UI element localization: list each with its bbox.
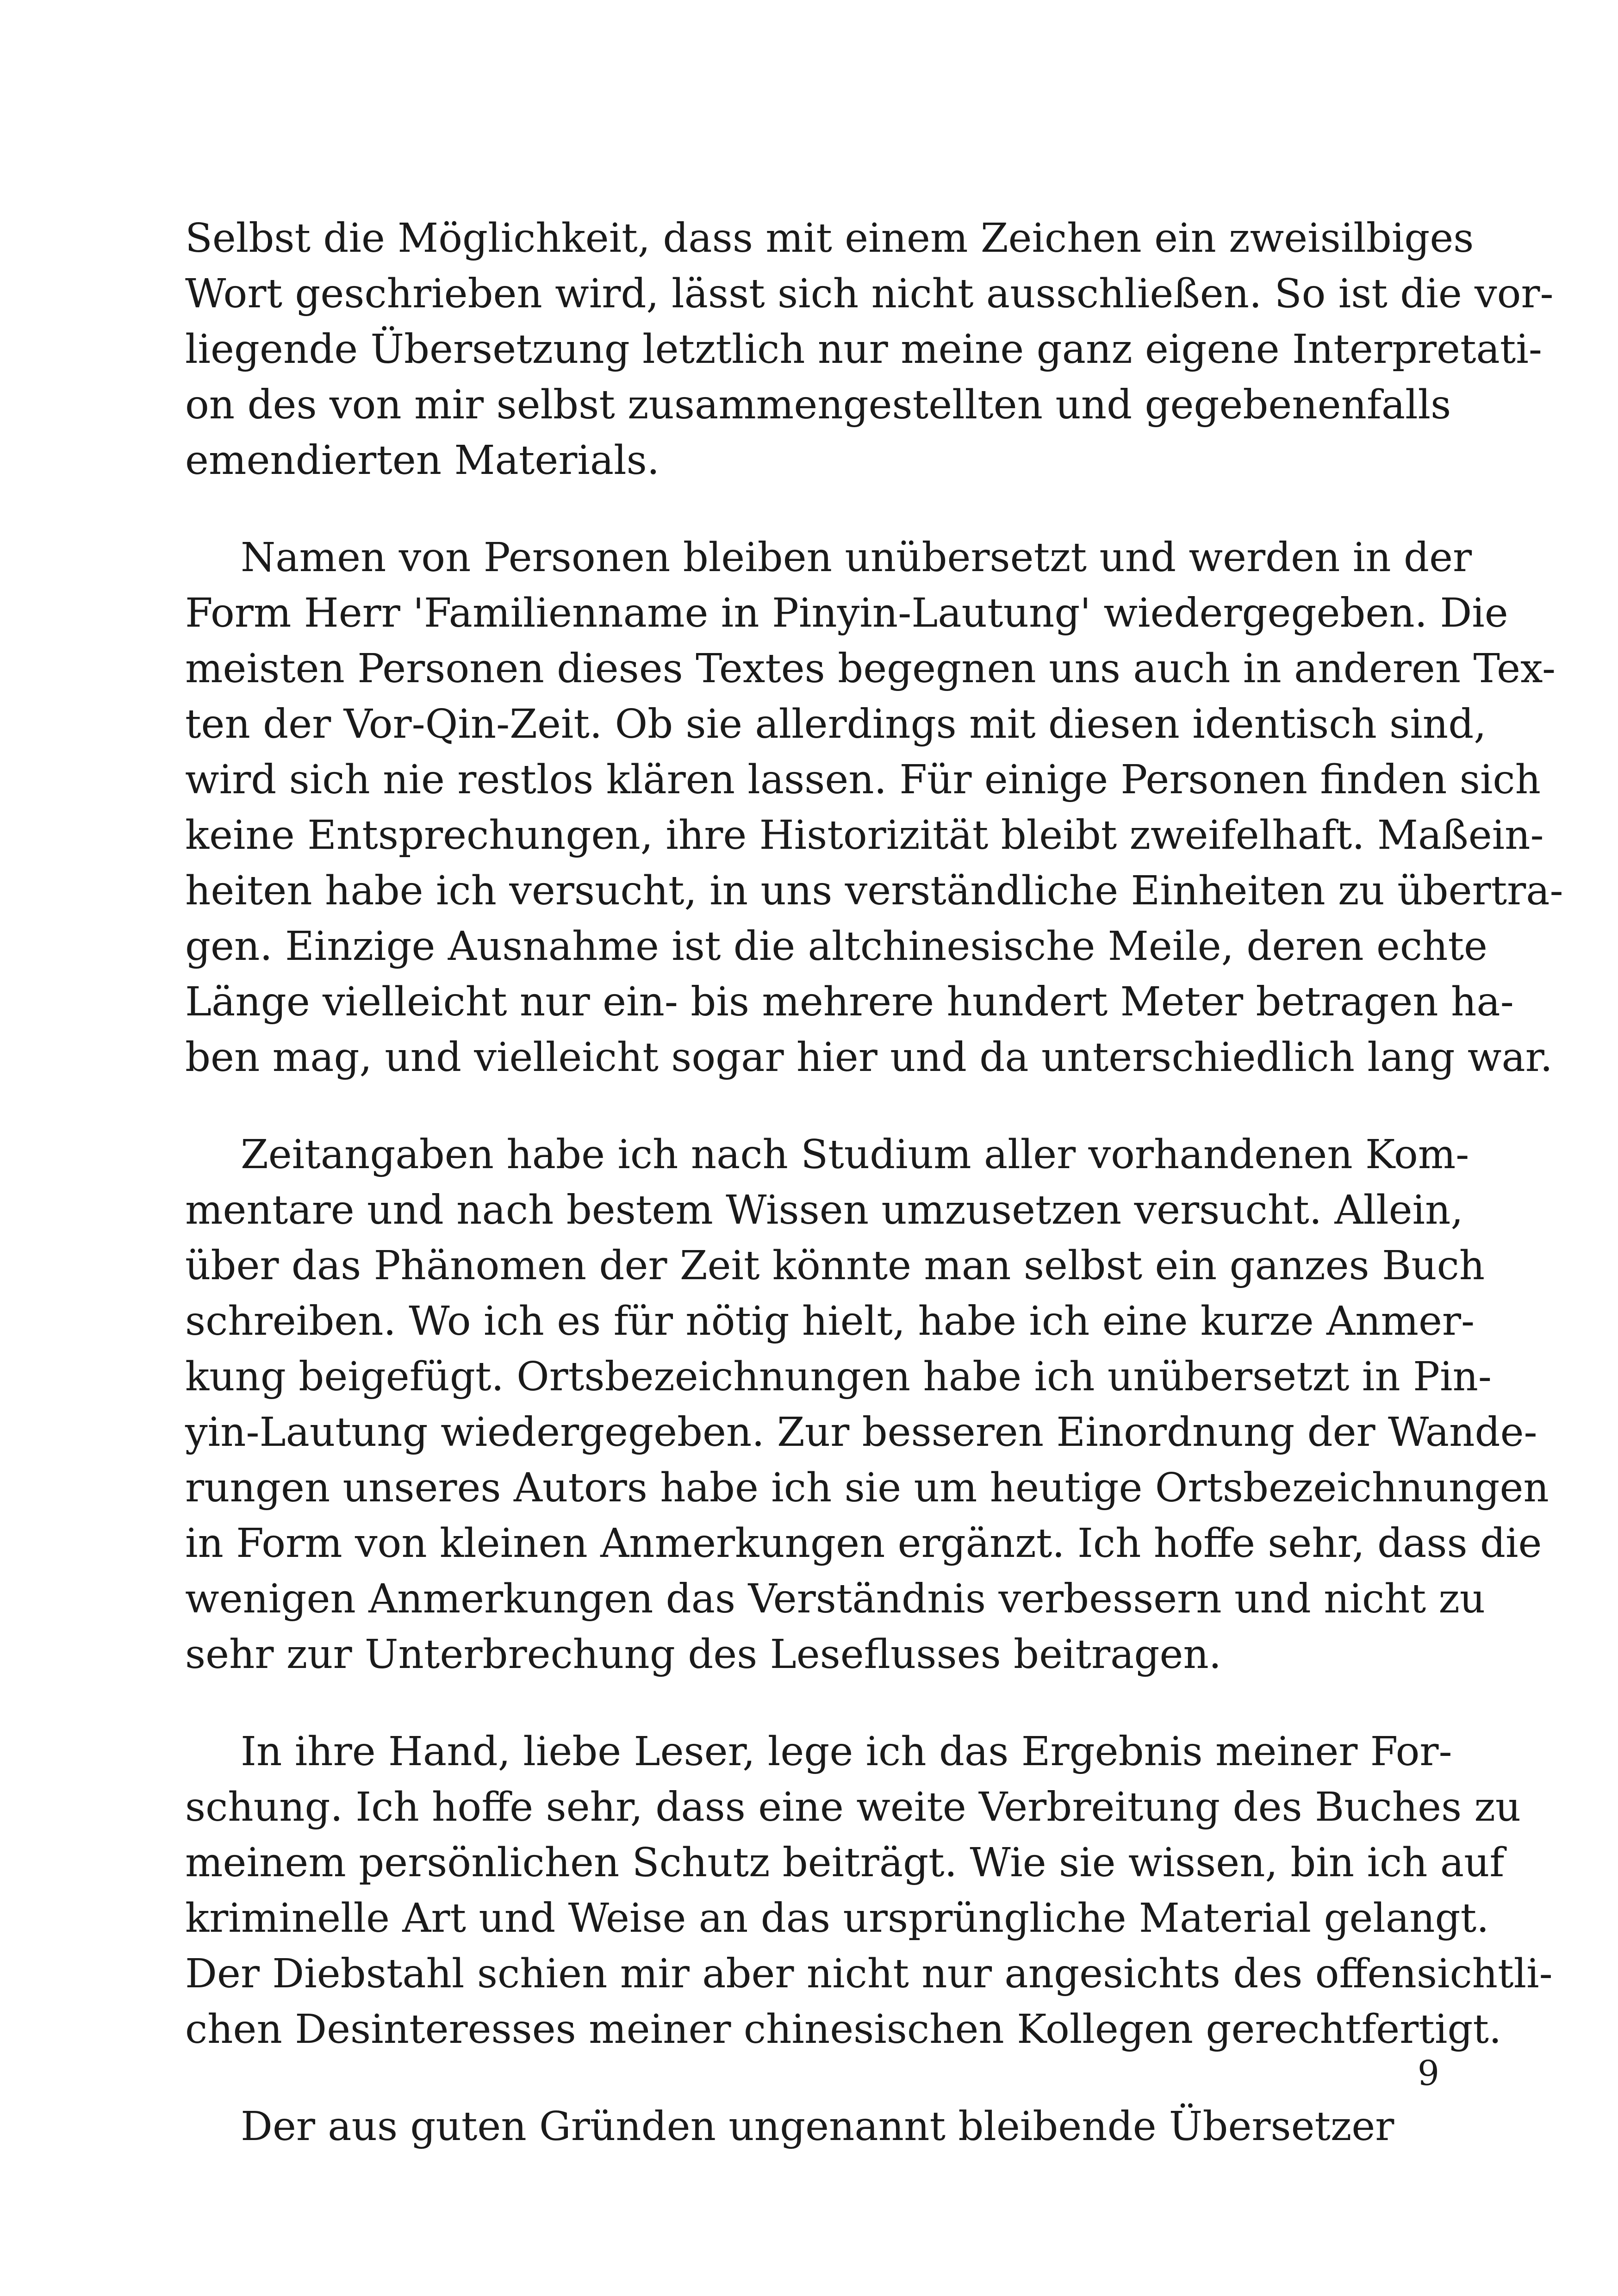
text-line: rungen unseres Autors habe ich sie um heutige Ortsbezeichnungen <box>185 1465 1549 1511</box>
text-line: in Form von kleinen Anmerkungen ergänzt. Ich hoffe sehr, dass die <box>185 1520 1542 1567</box>
text-line: heiten habe ich versucht, in uns verständliche Einheiten zu übertra- <box>185 868 1563 914</box>
text-line: Namen von Personen bleiben unübersetzt und werden in der <box>241 535 1472 581</box>
text-line: ben mag, und vielleicht sogar hier und da unterschiedlich lang war. <box>185 1034 1553 1081</box>
text-line: liegende Übersetzung letztlich nur meine ganz eigene Interpretati- <box>185 326 1542 373</box>
text-line: schung. Ich hoffe sehr, dass eine weite Verbreitung des Buches zu <box>185 1784 1521 1830</box>
text-line: chen Desinteresses meiner chinesischen Kollegen gerechtfertigt. <box>185 2006 1502 2053</box>
text-line: wenigen Anmerkungen das Verständnis verbessern und nicht zu <box>185 1576 1486 1622</box>
paragraph-4 <box>185 1724 1553 2057</box>
text-line: Der Diebstahl schien mir aber nicht nur angesichts des offensichtli- <box>185 1951 1553 1997</box>
text-line: Selbst die Möglichkeit, dass mit einem Zeichen ein zweisilbiges <box>185 215 1474 261</box>
paragraph-2 <box>185 530 1563 1085</box>
text-line: keine Entsprechungen, ihre Historizität bleibt zweifelhaft. Maßein- <box>185 812 1544 859</box>
paragraph-signature <box>185 2099 1435 2154</box>
text-line: kung beigefügt. Ortsbezeichnungen habe ich unübersetzt in Pin- <box>185 1354 1492 1400</box>
page-number: 9 <box>1417 2053 1439 2093</box>
paragraph-3 <box>185 1127 1549 1682</box>
text-line: meisten Personen dieses Textes begegnen uns auch in anderen Tex- <box>185 646 1556 692</box>
text-line: yin-Lautung wiedergegeben. Zur besseren Einordnung der Wande- <box>185 1409 1537 1456</box>
text-line: emendierten Materials. <box>185 437 660 484</box>
text-line: mentare und nach bestem Wissen umzusetzen versucht. Allein, <box>185 1187 1463 1233</box>
text-line: schreiben. Wo ich es für nötig hielt, habe ich eine kurze Anmer- <box>185 1298 1475 1344</box>
text-line: meinem persönlichen Schutz beiträgt. Wie sie wissen, bin ich auf <box>185 1840 1505 1886</box>
translator-signature: Der aus guten Gründen ungenannt bleibende Übersetzer <box>241 2103 1394 2150</box>
text-line: gen. Einzige Ausnahme ist die altchinesische Meile, deren echte <box>185 923 1487 970</box>
text-line: Wort geschrieben wird, lässt sich nicht ausschließen. So ist die vor- <box>185 271 1554 317</box>
paragraph-1 <box>185 211 1554 488</box>
text-line: In ihre Hand, liebe Leser, lege ich das Ergebnis meiner For- <box>241 1729 1452 1775</box>
text-line: Länge vielleicht nur ein- bis mehrere hundert Meter betragen ha- <box>185 979 1514 1025</box>
text-line: kriminelle Art und Weise an das ursprüngliche Material gelangt. <box>185 1895 1489 1941</box>
text-line: Zeitangaben habe ich nach Studium aller vorhandenen Kom- <box>241 1132 1469 1178</box>
text-line: wird sich nie restlos klären lassen. Für einige Personen finden sich <box>185 757 1541 803</box>
text-line: ten der Vor-Qin-Zeit. Ob sie allerdings mit diesen identisch sind, <box>185 701 1487 747</box>
text-line: Form Herr 'Familienname in Pinyin-Lautung' wiedergegeben. Die <box>185 590 1508 636</box>
text-line: sehr zur Unterbrechung des Leseflusses beitragen. <box>185 1631 1222 1678</box>
body-text <box>185 211 1563 2154</box>
text-line: über das Phänomen der Zeit könnte man selbst ein ganzes Buch <box>185 1243 1485 1289</box>
text-line: on des von mir selbst zusammengestellten und gegebenenfalls <box>185 382 1451 428</box>
